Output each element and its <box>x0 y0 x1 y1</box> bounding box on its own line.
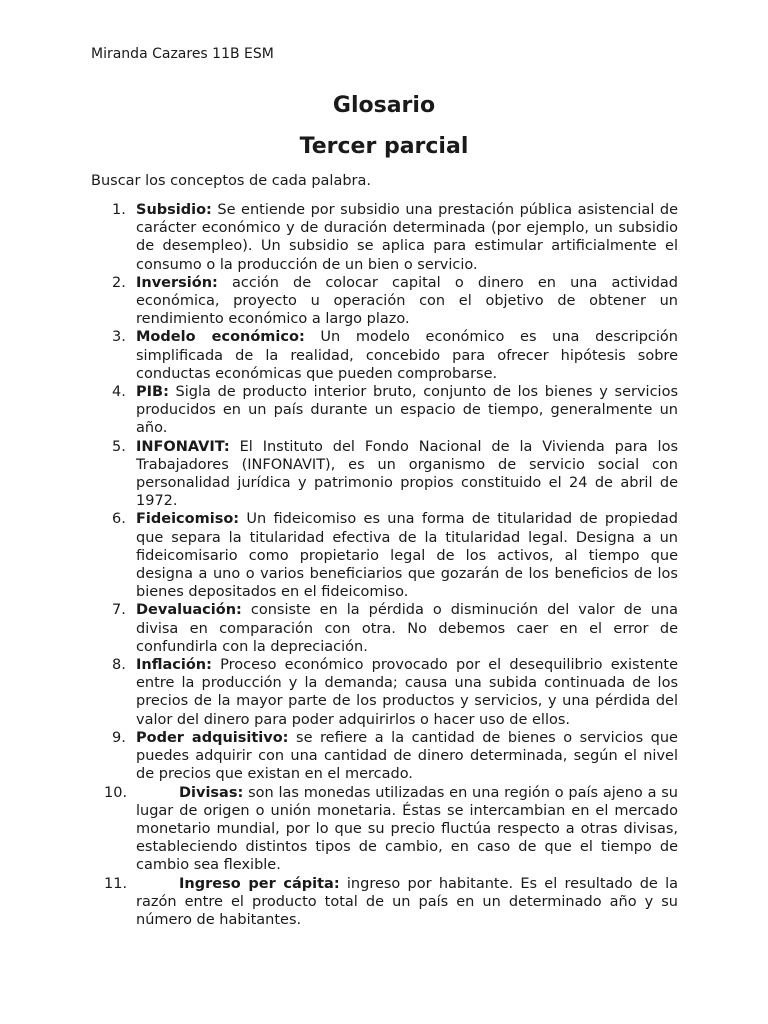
entry-number: 5. <box>112 438 126 455</box>
entry-number: 3. <box>112 329 126 346</box>
entry-number: 2. <box>112 274 126 291</box>
entry-term: Poder adquisitivo: <box>136 729 289 746</box>
intro-text: Buscar los conceptos de cada palabra. <box>91 173 371 189</box>
entry-number: 1. <box>112 202 126 218</box>
entry-definition: Sigla de producto interior bruto, conjunto de los bienes y servicios producidos en un país durante un espacio de tiempo, generalmente un año. <box>136 384 678 437</box>
entry-definition: acción de colocar capital o dinero en una actividad económica, proyecto u operación con el objetivo de obtener un rendimiento económico a largo plazo. <box>136 274 678 328</box>
entry-definition: son las monedas utilizadas en una región o país ajeno a su lugar de origen o unión monetaria. Éstas se intercambian en el mercado monetario mundial, por lo que su precio fluctúa respecto a otras divisas, estableciendo distintos tipos de cambio, en caso de que el tiempo de cambio sea flexible. <box>136 784 678 874</box>
document-title: Glosario <box>332 93 436 118</box>
entry-number: 10. <box>104 784 128 801</box>
entry-number: 9. <box>112 729 126 746</box>
entry-term: Inversión: <box>136 274 218 291</box>
author-line: Miranda Cazares 11B ESM <box>91 46 274 62</box>
entry-definition: consiste en la pérdida o disminución del valor de una divisa en comparación con otra. No debemos caer en el error de confundirla con la depreciación. <box>136 602 678 655</box>
entry-number: 6. <box>112 511 126 528</box>
entry-term: INFONAVIT: <box>136 438 230 455</box>
entry-term: Ingreso per cápita: <box>179 875 340 892</box>
entry-term: PIB: <box>136 384 169 401</box>
entry-term: Modelo económico: <box>136 329 305 346</box>
entry-term: Subsidio: <box>136 202 212 218</box>
glossary-entry-ingreso-per-capita <box>91 875 678 930</box>
entry-number: 11. <box>104 875 128 892</box>
entry-definition: Un fideicomiso es una forma de titularidad de propiedad que separa la titularidad efectiva de la titularidad legal. Designa a un fideicomisario como propietario legal de los activos, al tiempo que designa a uno o varios beneficiarios que gozarán de los beneficios de los bienes depositados en el fideicomiso. <box>136 511 678 601</box>
entry-number: 8. <box>112 657 126 674</box>
glossary-entry-fideicomiso <box>91 510 678 601</box>
entry-term: Devaluación: <box>136 602 242 619</box>
entry-definition: se refiere a la cantidad de bienes o servicios que puedes adquirir con una cantidad de dinero determinada, según el nivel de precios que existan en el mercado. <box>136 729 678 783</box>
glossary-entry-poder-adquisitivo <box>91 729 678 784</box>
glossary-entry-infonavit <box>91 438 678 511</box>
glossary-entry-pib <box>91 383 678 438</box>
entry-term: Fideicomiso: <box>136 511 240 528</box>
glossary-entry-devaluacion <box>91 601 678 656</box>
document-subtitle: Tercer parcial <box>299 134 469 159</box>
glossary-entry-inversion <box>91 274 678 329</box>
entry-term: Divisas: <box>179 784 244 801</box>
entry-definition: Un modelo económico es una descripción simplificada de la realidad, concebido para ofrecer hipótesis sobre conductas económicas que pueden comprobarse. <box>136 329 678 382</box>
glossary-entry-subsidio <box>91 201 678 274</box>
entry-number: 7. <box>112 602 126 619</box>
entry-definition: Proceso económico provocado por el desequilibrio existente entre la producción y la demanda; causa una subida continuada de los precios de la mayor parte de los productos y servicios, y una pérdida del valor del dinero para poder adquirirlos o hacer uso de ellos. <box>136 657 678 728</box>
entry-term: Inflación: <box>136 657 212 674</box>
entry-definition: El Instituto del Fondo Nacional de la Vivienda para los Trabajadores (INFONAVIT), es un organismo de servicio social con personalidad jurídica y patrimonio propios constituido el 24 de abril de 1972. <box>136 438 678 510</box>
glossary-entry-modelo-economico <box>91 328 678 383</box>
glossary-entry-inflacion <box>91 656 678 729</box>
glossary-entry-divisas <box>91 784 678 875</box>
entry-number: 4. <box>112 384 126 401</box>
glossary-list <box>91 201 678 929</box>
entry-definition: Se entiende por subsidio una prestación pública asistencial de carácter económico y de duración determinada (por ejemplo, un subsidio de desempleo). Un subsidio se aplica para estimular artificialmente el consumo o la producción de un bien o servicio. <box>136 202 678 273</box>
entry-definition: ingreso por habitante. Es el resultado de la razón entre el producto total de un país en un determinado año y su número de habitantes. <box>136 875 678 928</box>
